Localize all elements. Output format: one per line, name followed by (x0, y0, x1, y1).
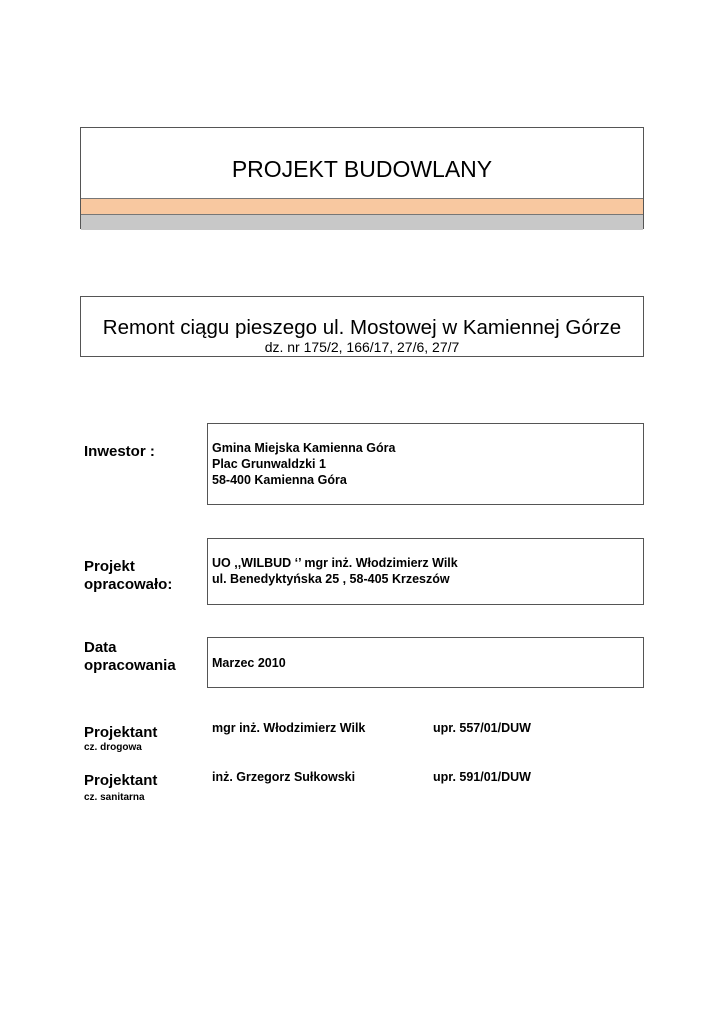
designer-label: Projektant (84, 772, 158, 789)
prepared-by-line: UO ,,WILBUD ‘’ mgr inż. Włodzimierz Wilk (212, 556, 458, 570)
project-subject: Remont ciągu pieszego ul. Mostowej w Kamiennej Górze (102, 316, 622, 339)
date-box (207, 637, 644, 688)
decorative-band-peach (81, 198, 643, 214)
designer-name: inż. Grzegorz Sułkowski (212, 770, 356, 784)
prepared-by-line: ul. Benedyktyńska 25 , 58-405 Krzeszów (212, 572, 450, 586)
designer-license: upr. 591/01/DUW (433, 770, 531, 784)
investor-box (207, 423, 644, 505)
investor-line: Gmina Miejska Kamienna Góra (212, 441, 396, 455)
date-label-line1: Data (84, 639, 117, 656)
investor-line: 58-400 Kamienna Góra (212, 473, 347, 487)
designer-sublabel: cz. drogowa (84, 742, 142, 753)
prepared-by-label-line2: opracowało: (84, 576, 173, 593)
prepared-by-box (207, 538, 644, 605)
date-label (84, 639, 176, 675)
date-value: Marzec 2010 (212, 656, 286, 670)
investor-label: Inwestor : (84, 443, 155, 460)
designer-name: mgr inż. Włodzimierz Wilk (212, 721, 366, 735)
designer-label: Projektant (84, 724, 158, 741)
document-title: PROJEKT BUDOWLANY (231, 156, 493, 182)
title-box (80, 127, 644, 229)
plot-numbers: dz. nr 175/2, 166/17, 27/6, 27/7 (264, 339, 460, 355)
date-label-line2: opracowania (84, 657, 176, 674)
investor-line: Plac Grunwaldzki 1 (212, 457, 326, 471)
decorative-band-gray (81, 214, 643, 230)
designer-sublabel: cz. sanitarna (84, 792, 145, 803)
designer-license: upr. 557/01/DUW (433, 721, 531, 735)
prepared-by-label-line1: Projekt (84, 558, 135, 575)
subject-box (80, 296, 644, 357)
prepared-by-label (84, 558, 172, 594)
